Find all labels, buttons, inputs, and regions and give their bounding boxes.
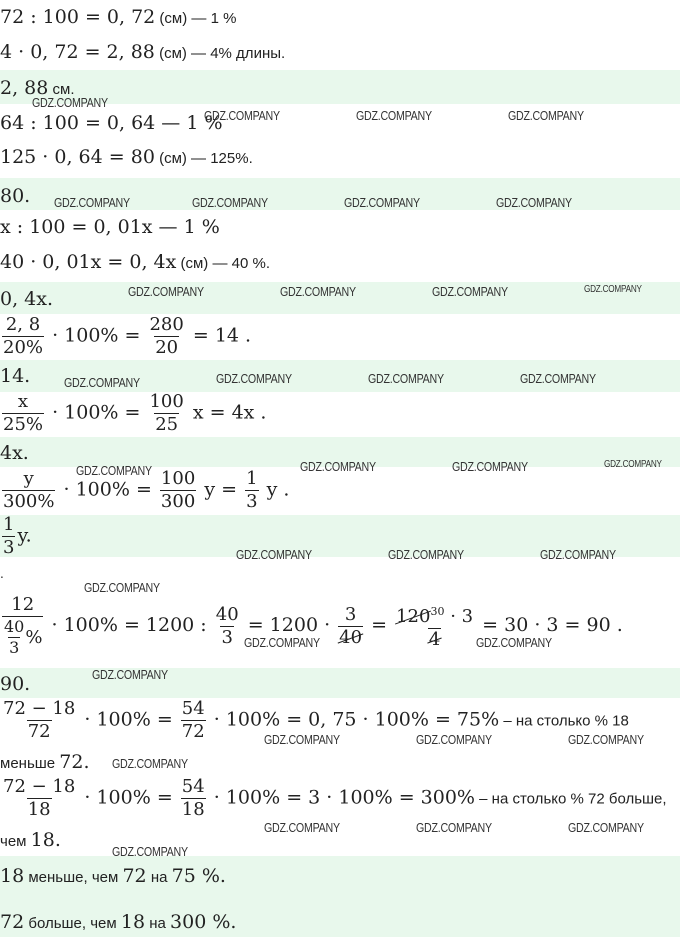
watermark-text: GDZ.COMPANY xyxy=(432,284,508,299)
text: (см) — 4% длины. xyxy=(154,45,286,62)
watermark-text: GDZ.COMPANY xyxy=(76,463,152,478)
text: – на столько % 18 xyxy=(499,712,629,730)
fraction: 12 $\frac{40}{3}$ % xyxy=(4,594,43,657)
watermark-text: GDZ.COMPANY xyxy=(520,371,596,386)
math-text: 4x. xyxy=(0,442,29,464)
answer-line xyxy=(0,364,30,388)
math-text: 125 · 0, 64 = 80 xyxy=(0,146,155,168)
math-text: 0, 4x. xyxy=(0,288,54,310)
watermark-text: GDZ.COMPANY xyxy=(476,635,552,650)
watermark-text: GDZ.COMPANY xyxy=(64,375,140,390)
answer-line xyxy=(0,441,29,465)
fraction-line xyxy=(0,314,251,359)
math-text: x : 100 = 0, 01x — 1 % xyxy=(0,216,220,238)
fraction: $\frac{54}{18}$ xyxy=(181,776,205,820)
watermark-text: GDZ.COMPANY xyxy=(264,820,340,835)
math-text: 14. xyxy=(0,365,31,387)
math-text: = 30 · 3 = 90 . xyxy=(482,614,623,636)
answer-line xyxy=(0,910,236,936)
solution-line xyxy=(0,215,220,239)
watermark-text: GDZ.COMPANY xyxy=(32,95,108,110)
watermark-text: GDZ.COMPANY xyxy=(344,195,420,210)
fraction: $\frac{280}{20}$ xyxy=(149,314,184,358)
math-text: · 100% = xyxy=(52,401,141,424)
solution-line xyxy=(0,145,253,171)
text: чем xyxy=(0,833,31,850)
math-text: 18. xyxy=(30,829,61,851)
fraction: $\frac{x}{25\%}$ xyxy=(3,391,44,435)
solution-line xyxy=(0,5,236,31)
math-text: 72 xyxy=(0,911,25,933)
fraction: $\frac{2, 8}{20\%}$ xyxy=(3,314,44,358)
text: на xyxy=(145,915,171,932)
watermark-text: GDZ.COMPANY xyxy=(388,547,464,562)
watermark-text: GDZ.COMPANY xyxy=(112,844,188,859)
fraction-line xyxy=(0,391,266,436)
fraction: $\frac{y}{300\%}$ xyxy=(3,468,55,512)
solution-line xyxy=(0,750,90,776)
math-text: 72 xyxy=(122,865,147,887)
answer-line xyxy=(0,184,30,208)
fraction: $\frac{3}{40}$ xyxy=(339,603,363,648)
text: (см) — 1 % xyxy=(155,10,237,27)
text: – на столько % 72 больше, xyxy=(475,790,667,808)
watermark-text: GDZ.COMPANY xyxy=(204,108,280,123)
fraction-line xyxy=(0,776,667,821)
answer-line xyxy=(0,287,53,311)
solution-line xyxy=(0,111,223,135)
watermark-text: GDZ.COMPANY xyxy=(416,732,492,747)
watermark-text: GDZ.COMPANY xyxy=(84,580,160,595)
watermark-text: GDZ.COMPANY xyxy=(236,547,312,562)
solution-line xyxy=(0,828,61,854)
text: (см) — 125%. xyxy=(154,150,253,167)
text: меньше, чем xyxy=(24,869,123,886)
fraction: $\frac{40}{3}$ xyxy=(215,603,239,648)
math-text: = xyxy=(371,614,388,636)
answer-line xyxy=(0,514,32,559)
math-text: y = xyxy=(204,478,238,501)
watermark-text: GDZ.COMPANY xyxy=(128,284,204,299)
math-text: 2, 88 xyxy=(0,77,49,99)
watermark-text: GDZ.COMPANY xyxy=(264,732,340,747)
watermark-text: GDZ.COMPANY xyxy=(356,108,432,123)
answer-line xyxy=(0,672,30,696)
watermark-text: GDZ.COMPANY xyxy=(216,371,292,386)
math-text: · 100% = xyxy=(52,324,141,347)
math-text: · 100% = 1200 : xyxy=(51,614,207,636)
math-text: · 100% = 3 · 100% = 300% xyxy=(213,786,475,809)
text: (см) — 40 %. xyxy=(176,255,270,272)
watermark-text: GDZ.COMPANY xyxy=(452,459,528,474)
watermark-text: GDZ.COMPANY xyxy=(568,732,644,747)
math-text: = 1200 · xyxy=(247,614,331,636)
math-text: 18 xyxy=(0,865,25,887)
fraction: $\frac{72 - 18}{72}$ xyxy=(3,698,76,742)
watermark-text: GDZ.COMPANY xyxy=(496,195,572,210)
watermark-text: GDZ.COMPANY xyxy=(508,108,584,123)
fraction: $\frac{54}{72}$ xyxy=(181,698,205,742)
math-text: · 100% = xyxy=(63,478,152,501)
watermark-text: GDZ.COMPANY xyxy=(368,371,444,386)
solution-line xyxy=(0,250,270,276)
math-text: 80. xyxy=(0,185,31,207)
watermark-text: GDZ.COMPANY xyxy=(584,284,642,295)
watermark-text: GDZ.COMPANY xyxy=(280,284,356,299)
text: меньше xyxy=(0,755,60,772)
math-text: 40 · 0, 01x = 0, 4x xyxy=(0,251,177,273)
fraction: $\frac{100}{25}$ xyxy=(149,391,184,435)
math-text: · 100% = 0, 75 · 100% = 75% xyxy=(213,708,500,731)
math-text: y. xyxy=(17,524,32,547)
math-text: 4 · 0, 72 = 2, 88 xyxy=(0,41,155,63)
watermark-text: GDZ.COMPANY xyxy=(300,459,376,474)
dot: . xyxy=(0,567,4,581)
fraction: $\frac{72 - 18}{18}$ xyxy=(3,776,76,820)
math-text: 75 %. xyxy=(171,865,226,887)
fraction: $\frac{100}{300}$ xyxy=(160,468,196,512)
math-text: 64 : 100 = 0, 64 — 1 % xyxy=(0,112,223,134)
math-text: 300 %. xyxy=(170,911,237,933)
fraction: $\frac{1}{3}$ xyxy=(246,468,258,512)
fraction: $\frac{120^{30} \cdot 3}{4}$ xyxy=(396,605,474,650)
watermark-text: GDZ.COMPANY xyxy=(92,667,168,682)
math-text: 72. xyxy=(59,751,90,773)
math-text: · 100% = xyxy=(84,786,173,809)
math-text: x = 4x . xyxy=(192,401,267,424)
watermark-text: GDZ.COMPANY xyxy=(540,547,616,562)
math-text: 72 : 100 = 0, 72 xyxy=(0,6,156,28)
watermark-text: GDZ.COMPANY xyxy=(568,820,644,835)
fraction: $\frac{1}{3}$ xyxy=(3,514,15,558)
answer-line xyxy=(0,864,226,890)
watermark-text: GDZ.COMPANY xyxy=(244,635,320,650)
text: см. xyxy=(48,81,75,98)
math-text: y . xyxy=(266,478,290,501)
math-text: 18 xyxy=(120,911,146,933)
watermark-text: GDZ.COMPANY xyxy=(112,756,188,771)
math-text: 90. xyxy=(0,673,31,695)
text: больше, чем xyxy=(24,915,121,932)
watermark-text: GDZ.COMPANY xyxy=(416,820,492,835)
watermark-text: GDZ.COMPANY xyxy=(54,195,130,210)
math-text: = 14 . xyxy=(192,324,252,347)
solution-line xyxy=(0,40,285,66)
watermark-text: GDZ.COMPANY xyxy=(192,195,268,210)
text: на xyxy=(146,869,172,886)
math-text: · 100% = xyxy=(84,708,173,731)
watermark-text: GDZ.COMPANY xyxy=(604,459,662,470)
